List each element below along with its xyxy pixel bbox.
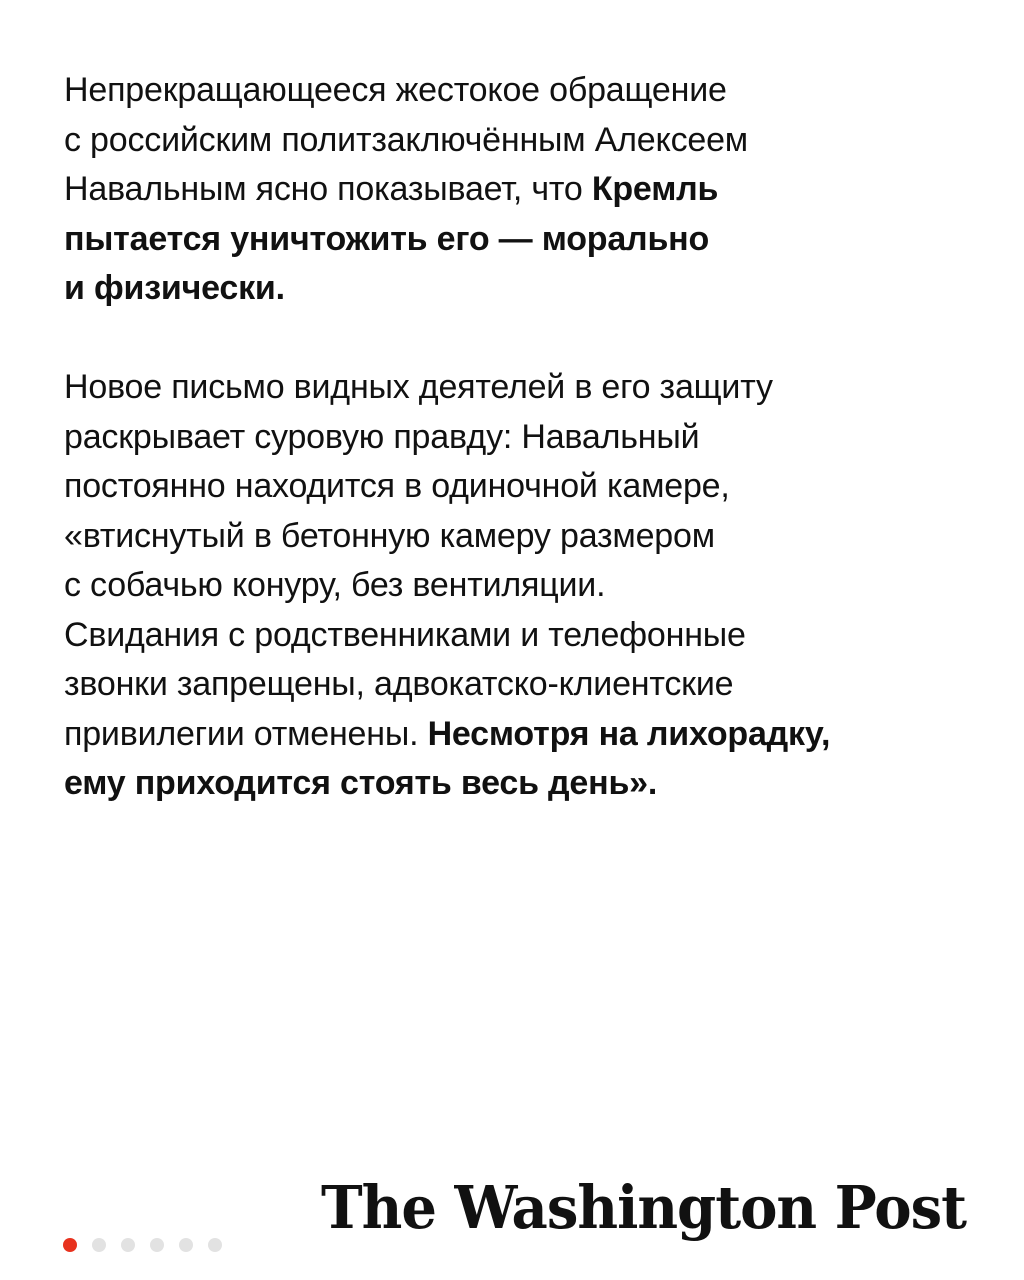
pagination-dot[interactable] [150,1238,164,1252]
text-segment: звонки запрещены, адвокатско-клиентские [64,665,734,703]
text-segment: Новое письмо видных деятелей в его защиту [64,368,773,406]
text-line [64,561,964,611]
pagination-dot-active[interactable] [63,1238,77,1252]
emphasis-text: и физически. [64,269,285,307]
pagination-dot[interactable] [121,1238,135,1252]
pagination-dots [63,1238,222,1252]
text-segment: Навальным ясно показывает, что [64,170,592,208]
text-line [64,165,964,215]
text-line [64,759,964,809]
emphasis-text: ему приходится стоять весь день». [64,764,658,802]
emphasis-text: пытается уничтожить его — морально [64,219,710,258]
washington-post-logo: The Washington Post [321,1173,966,1243]
article-text [64,66,964,809]
text-line [64,215,964,265]
pagination-dot[interactable] [179,1238,193,1252]
emphasis-text: Несмотря на лихорадку, [427,714,831,753]
pagination-dot[interactable] [92,1238,106,1252]
text-segment: Непрекращающееся жестокое обращение [64,71,727,109]
paragraph-1 [64,66,964,314]
text-line [64,660,964,710]
text-line [64,512,964,562]
text-line [64,462,964,512]
text-line [64,116,964,166]
text-segment: постоянно находится в одиночной камере, [64,467,730,505]
text-line [64,611,964,661]
emphasis-text: Кремль [591,170,719,208]
text-segment: привилегии отменены. [64,714,428,753]
pagination-dot[interactable] [208,1238,222,1252]
paragraph-2 [64,363,964,809]
text-line [64,413,964,463]
text-line [64,66,964,116]
text-line [64,264,964,314]
text-line [64,363,964,413]
text-segment: раскрывает суровую правду: Навальный [64,417,700,456]
text-segment: с собачью конуру, без вентиляции. [64,566,606,604]
text-segment: с российским политзаключённым Алексеем [64,120,748,159]
text-segment: Свидания с родственниками и телефонные [64,615,746,654]
text-segment: «втиснутый в бетонную камеру размером [64,516,715,555]
text-line [64,710,964,760]
